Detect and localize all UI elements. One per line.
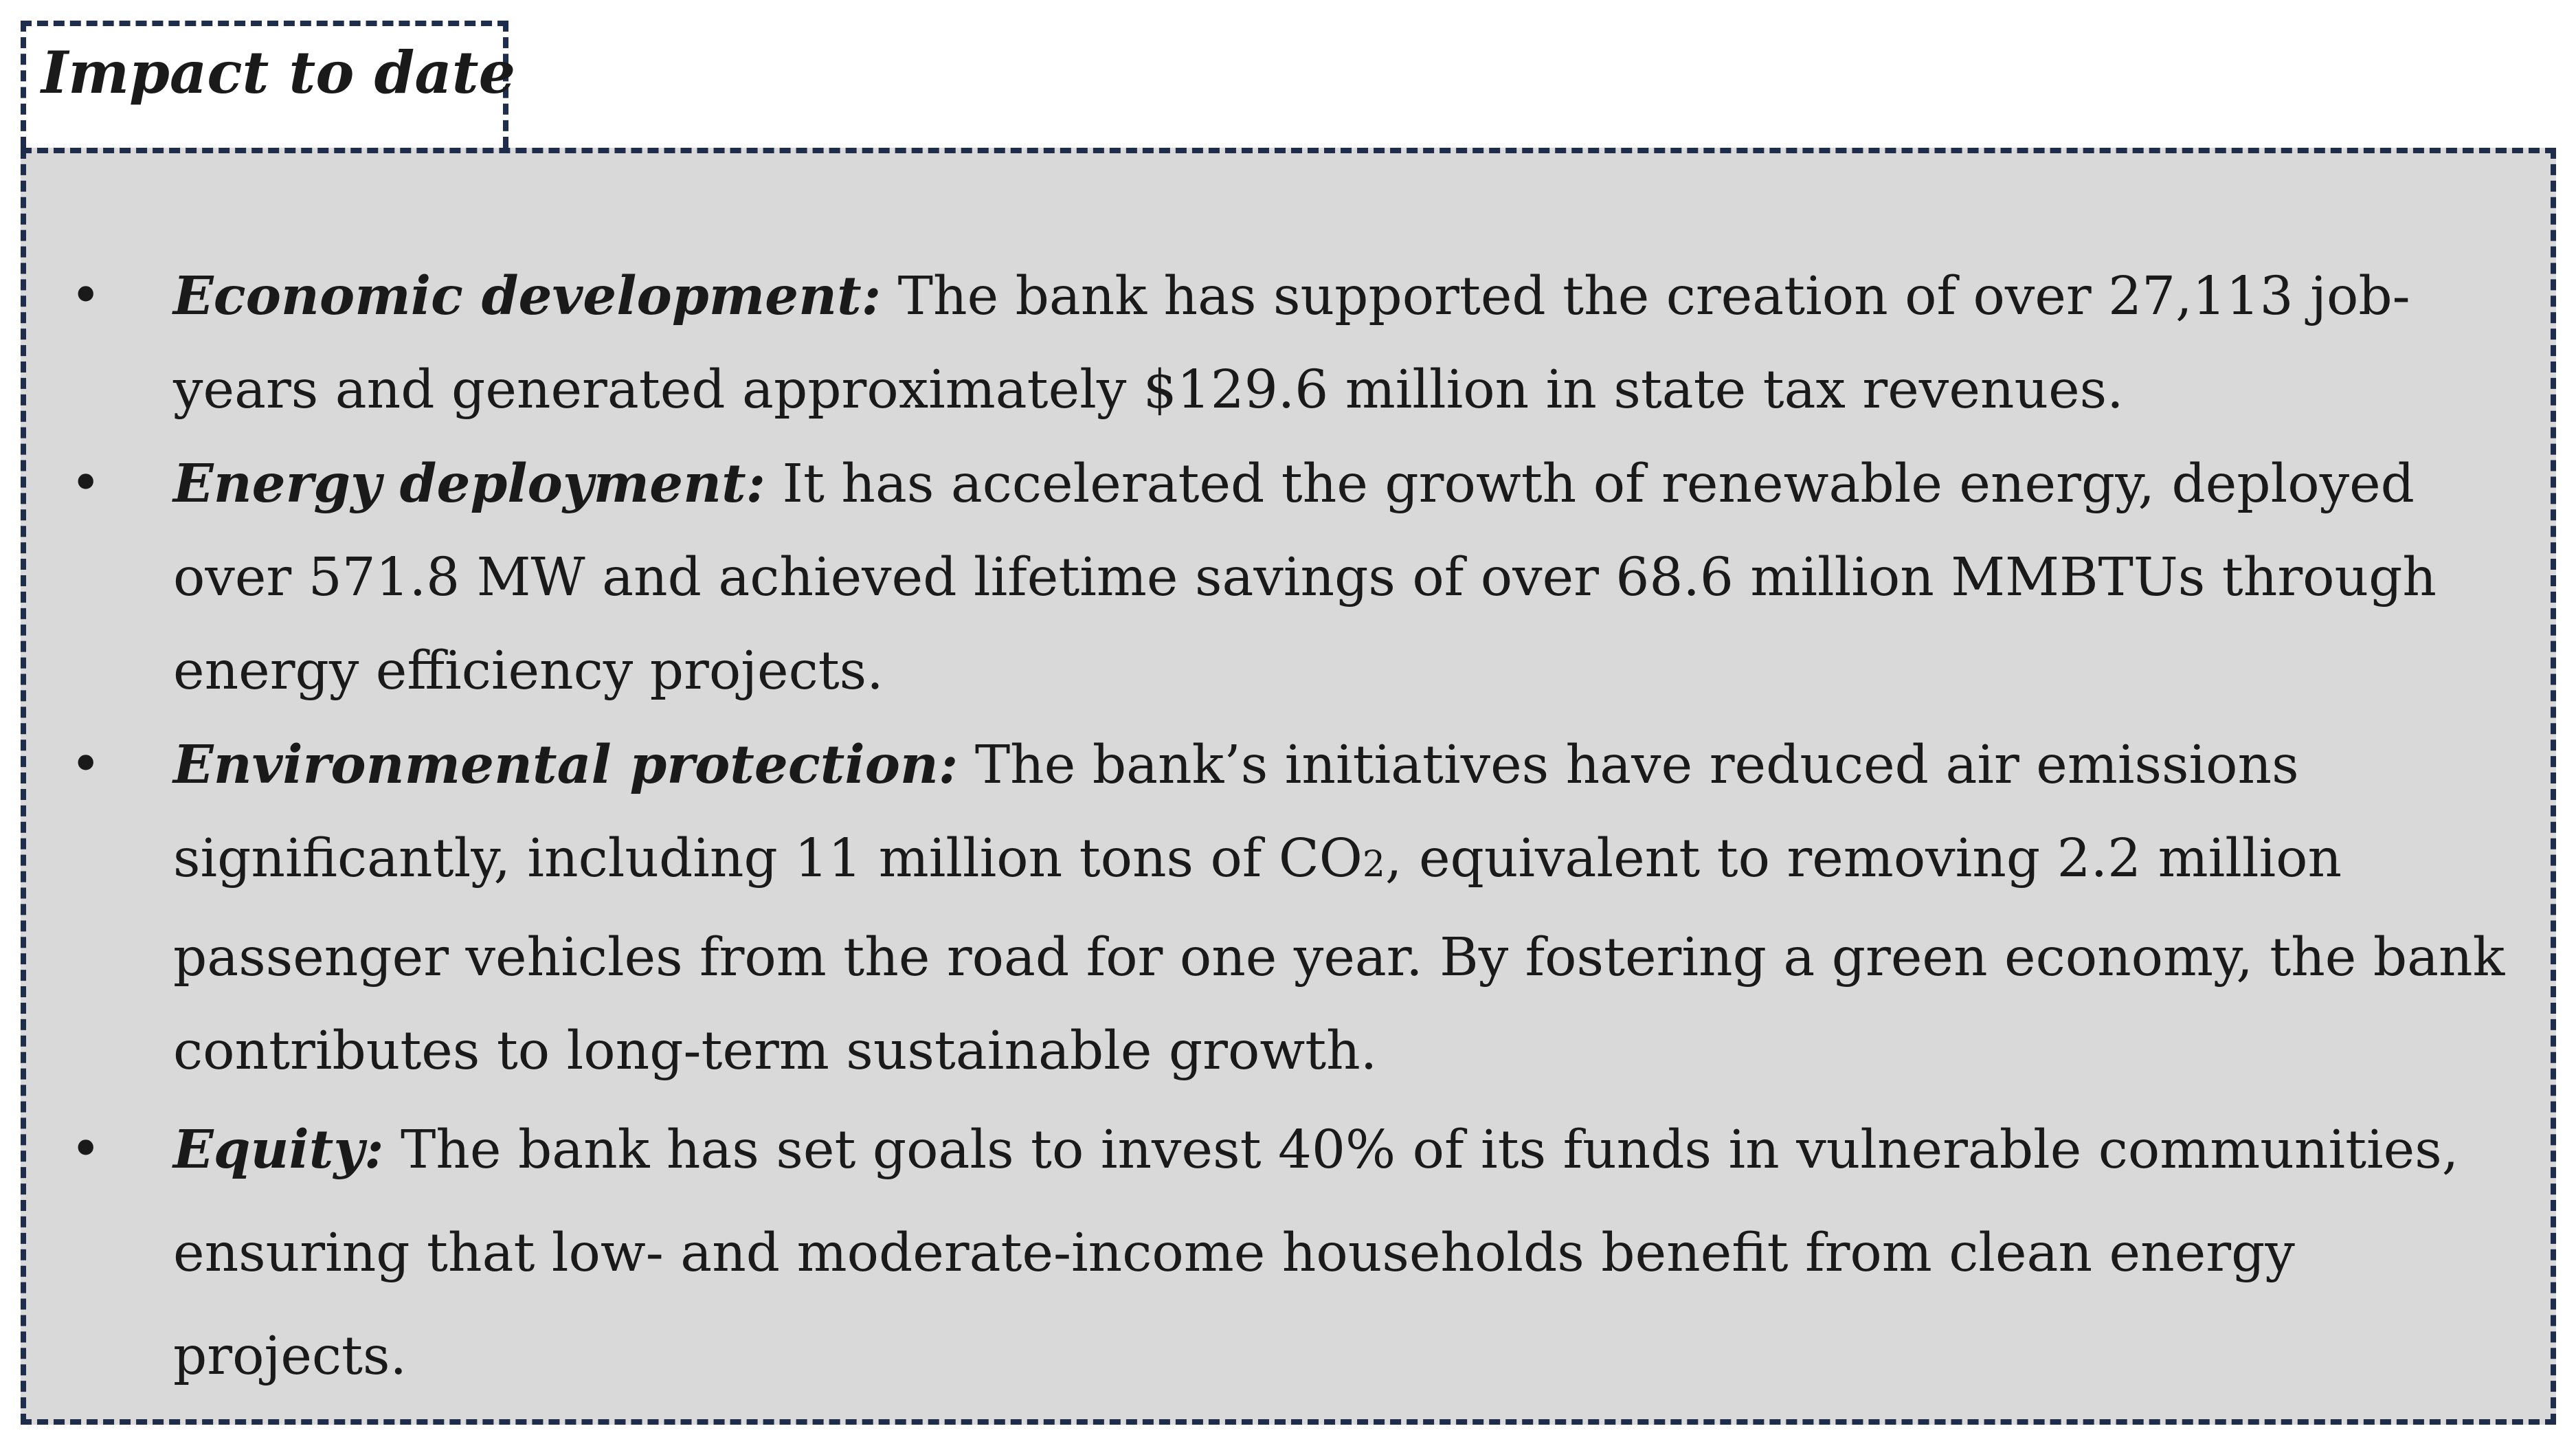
- list-item-environmental-protection: [26, 718, 2562, 1098]
- list-item-energy-deployment: [26, 437, 2562, 718]
- item-text: The bank has supported the creation of over 27,113 job-years and generated approximately $129.6 million in state tax revenues.: [173, 266, 2410, 421]
- item-term: Economic development:: [173, 265, 882, 327]
- list-item-equity: [26, 1098, 2562, 1408]
- item-text-before-subscript: The bank’s initiatives have reduced air emissions significantly, including 11 million tons of CO: [173, 735, 2299, 889]
- box-title: Impact to date: [41, 38, 516, 107]
- impact-list: [26, 249, 2562, 1408]
- item-text: The bank has set goals to invest 40% of its funds in vulnerable communities, ensuring that low- and moderate-income households benefit from clean energy projects.: [173, 1120, 2459, 1387]
- bullet-icon: •: [70, 453, 102, 514]
- list-item-economic-development: [26, 249, 2562, 437]
- bullet-icon: •: [70, 734, 102, 795]
- item-term: Equity:: [173, 1119, 384, 1181]
- item-term: Energy deployment:: [173, 453, 766, 515]
- item-term: Environmental protection:: [173, 734, 959, 796]
- subscript-2: 2: [1362, 844, 1386, 885]
- impact-panel: [21, 148, 2556, 1425]
- bullet-icon: •: [70, 265, 102, 326]
- item-text: It has accelerated the growth of renewable energy, deployed over 571.8 MW and achieved lifetime savings of over 68.6 million MMBTUs through energy efficiency projects.: [173, 454, 2437, 702]
- bullet-icon: •: [70, 1119, 102, 1180]
- item-text-after-subscript: , equivalent to removing 2.2 million passenger vehicles from the road for one year. By fostering a green economy, the bank contributes to long-term sustainable growth.: [173, 828, 2505, 1082]
